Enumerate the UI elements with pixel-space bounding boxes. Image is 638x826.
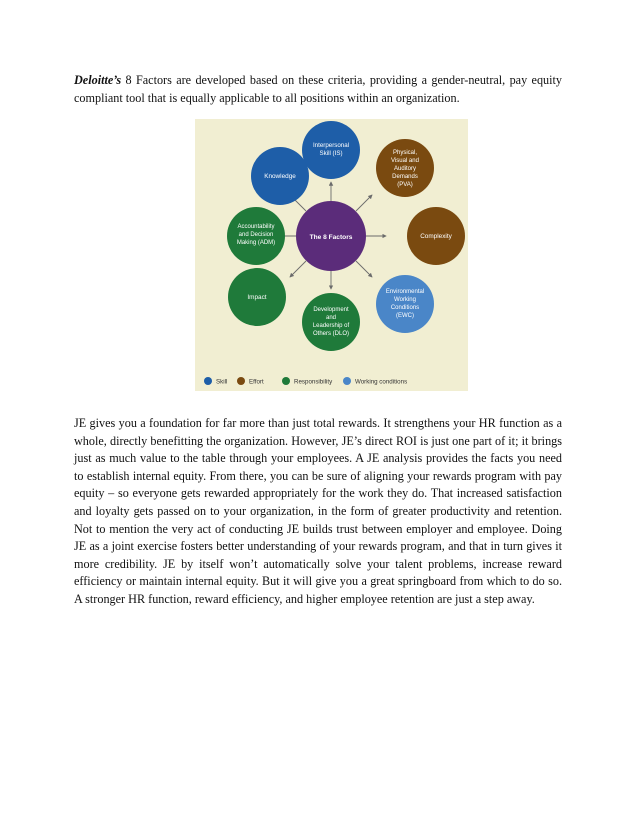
intro-lead: Deloitte’s: [74, 73, 122, 87]
factor-complexity: [407, 207, 465, 265]
svg-text:Knowledge: Knowledge: [264, 173, 296, 180]
svg-text:Accountabilityand DecisionMaki: Accountability and Decision Making (ADM): [236, 224, 276, 246]
factor-physical-demands: [376, 139, 434, 197]
svg-text:EnvironmentalWorkingConditions: Environmental Working Conditions (EWC): [385, 289, 425, 319]
intro-paragraph: [74, 72, 562, 107]
svg-text:Complexity: Complexity: [420, 233, 452, 240]
factor-development-leadership: [302, 293, 360, 351]
intro-text: 8 Factors are developed based on these criteria, providing a gender-neutral, pay equity compliant tool that is equally applicable to all positions within an organization.: [74, 73, 562, 105]
svg-text:Impact: Impact: [247, 294, 267, 301]
diagram-legend: [204, 377, 407, 386]
factor-environmental-conditions: [376, 275, 434, 333]
svg-text:Effort: Effort: [249, 378, 264, 386]
eight-factors-diagram: [195, 119, 468, 391]
svg-text:DevelopmentandLeadership ofOth: Development and Leadership of Others (DLO): [312, 307, 350, 337]
center-node: [296, 201, 366, 271]
factor-accountability: [227, 207, 285, 265]
svg-text:Physical,Visual andAuditoryDem: Physical, Visual and Auditory Demands (PVA): [391, 150, 419, 188]
svg-text:InterpersonalSkill (IS): Interpersonal Skill (IS): [312, 142, 350, 157]
svg-text:Working conditions: Working conditions: [355, 378, 408, 386]
svg-text:The 8 Factors: The 8 Factors: [309, 234, 353, 241]
factor-interpersonal-skill: [302, 121, 360, 179]
factor-impact: [228, 268, 286, 326]
factor-knowledge: [251, 147, 309, 205]
svg-text:Responsibility: Responsibility: [294, 378, 333, 386]
svg-text:Skill: Skill: [216, 378, 228, 386]
body-paragraph: JE gives you a foundation for far more than just total rewards. It strengthens your HR function as a whole, directly benefitting the organization. However, JE’s direct ROI is just one part of it; it brings just as much value to the table through your employees. A JE analysis provides the facts you need to establish internal equity. From there, you can be sure of aligning your rewards program with pay equity – so everyone gets rewarded appropriately for the work they do. That increased satisfaction and loyalty gets passed on to your organization, in the form of greater productivity and retention. Not to mention the very act of conducting JE builds trust between employer and employee. Doing JE as a joint exercise fosters better understanding of your rewards program, and that in turn gives it more credibility. JE by itself won’t automatically solve your talent problems, increase reward efficiency or maintain internal equity. But it will give you a great springboard from which to do so. A stronger HR function, reward efficiency, and higher employee retention are just a step away.: [74, 416, 562, 606]
